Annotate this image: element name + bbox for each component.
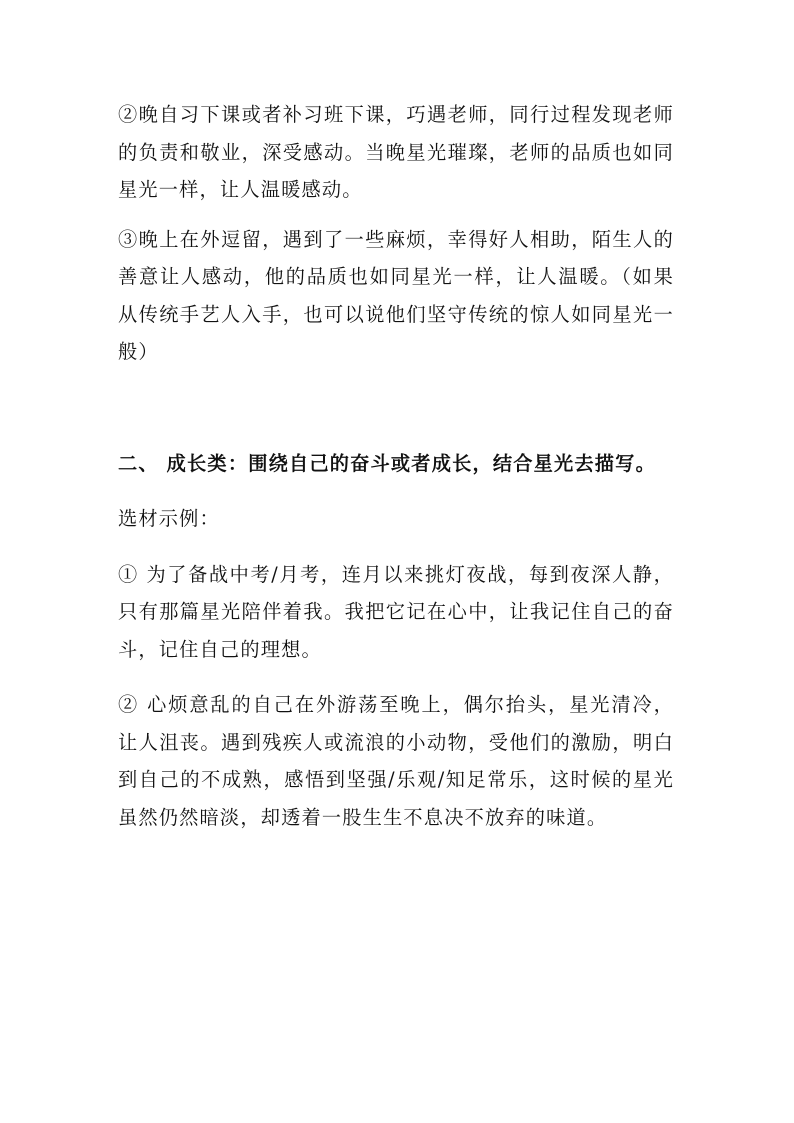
- spacer: [118, 668, 674, 686]
- material-examples-label: 选材示例：: [118, 507, 220, 530]
- spacer: [118, 482, 674, 500]
- spacer: [118, 538, 674, 556]
- spacer: [118, 209, 674, 221]
- document-page: [118, 96, 674, 836]
- paragraph-stranger-example: ③晚上在外逗留，遇到了一些麻烦，幸得好人相助，陌生人的善意让人感动，他的品质也如同星光一样，让人温暖。（如果从传统手艺人入手，也可以说他们坚守传统的惊人如同星光一般）: [118, 227, 674, 363]
- paragraph-teacher-example: ②晚自习下课或者补习班下课，巧遇老师，同行过程发现老师的负责和敬业，深受感动。当晚星光璀璨，老师的品质也如同星光一样，让人温暖感动。: [118, 103, 674, 201]
- section-heading-growth: 二、 成长类：围绕自己的奋斗或者成长，结合星光去描写。: [118, 451, 656, 475]
- spacer: [118, 371, 674, 445]
- paragraph-exam-example: ① 为了备战中考/月考，连月以来挑灯夜战，每到夜深人静，只有那篇星光陪伴着我。我把它记在心中，让我记住自己的奋斗，记住自己的理想。: [118, 562, 674, 661]
- paragraph-wandering-example: ② 心烦意乱的自己在外游荡至晚上，偶尔抬头，星光清冷，让人沮丧。遇到残疾人或流浪的小动物，受他们的激励，明白到自己的不成熟，感悟到坚强/乐观/知足常乐，这时候的星光虽然仍然暗淡，却透着一股生生不息决不放弃的味道。: [118, 693, 674, 829]
